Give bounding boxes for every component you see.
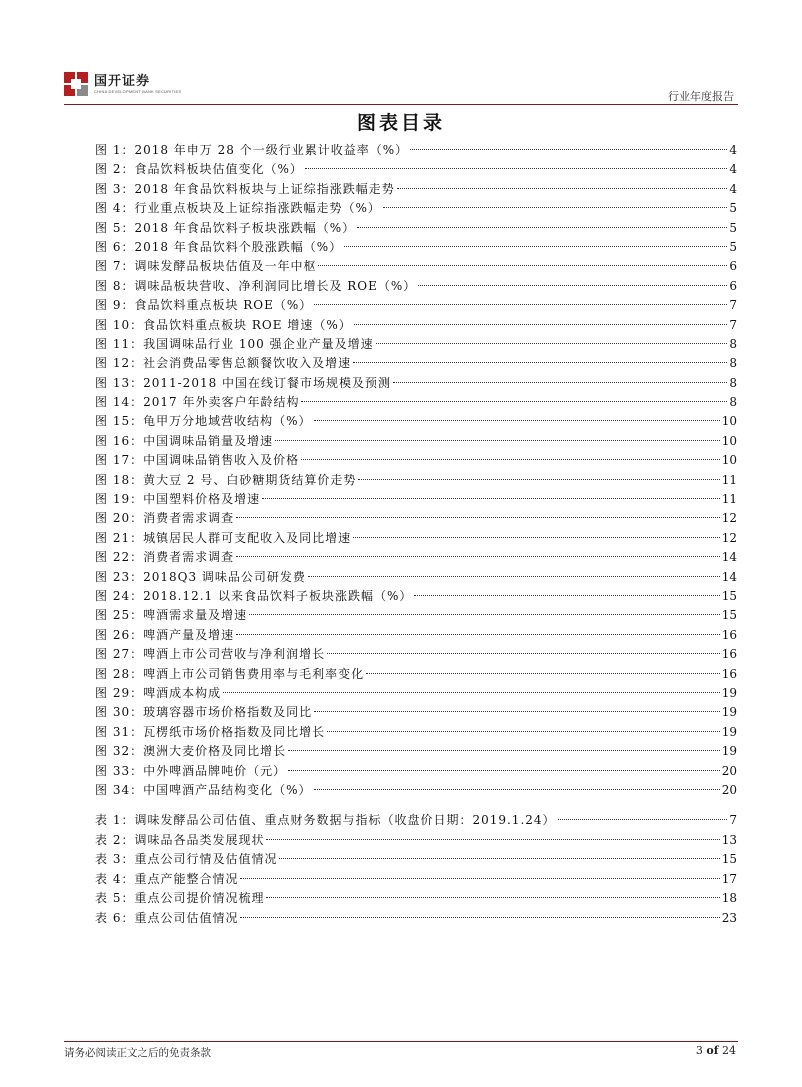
figure-entry[interactable] (95, 703, 737, 722)
figure-entry-page: 19 (721, 744, 737, 759)
figure-entry-page: 8 (729, 336, 737, 351)
figure-entry[interactable] (95, 548, 737, 567)
page-title: 图表目录 (356, 112, 445, 134)
dot-leader (383, 207, 728, 208)
figure-entry-label: 图 3：2018 年食品饮料板块与上证综指涨跌幅走势 (95, 181, 395, 196)
figure-list (95, 141, 737, 800)
figure-entry-label: 图 15：龟甲万分地域营收结构（%） (95, 414, 312, 429)
dot-leader (393, 382, 727, 383)
figure-entry-label: 图 5：2018 年食品饮料子板块涨跌幅（%） (95, 220, 356, 235)
figure-entry[interactable] (95, 277, 737, 296)
dot-leader (266, 839, 719, 840)
dot-leader (353, 362, 727, 363)
figure-entry-label: 图 21：城镇居民人群可支配收入及同比增速 (95, 530, 352, 545)
figure-entry[interactable] (95, 762, 737, 781)
table-entry-label: 表 2：调味品各品类发展现状 (95, 832, 265, 847)
figure-entry-page: 15 (721, 588, 737, 603)
dot-leader (288, 750, 720, 751)
dot-leader (240, 878, 719, 879)
figure-entry[interactable] (95, 374, 737, 393)
dot-leader (314, 304, 727, 305)
table-entry-label: 表 6：重点公司估值情况 (95, 910, 239, 925)
figure-entry-label: 图 11：我国调味品行业 100 强企业产量及增速 (95, 336, 374, 351)
figure-entry-label: 图 1：2018 年申万 28 个一级行业累计收益率（%） (95, 143, 409, 157)
table-entry-page: 17 (721, 871, 737, 886)
figure-entry-label: 图 34：中国啤酒产品结构变化（%） (95, 782, 312, 797)
table-entry[interactable] (95, 850, 737, 870)
figure-entry-label: 图 17：中国调味品销售收入及价格 (95, 453, 300, 468)
figure-entry[interactable] (95, 568, 737, 587)
figure-entry[interactable] (95, 529, 737, 548)
logo-icon (64, 72, 88, 96)
figure-entry-page: 12 (721, 511, 737, 526)
table-entry-label: 表 1：调味发酵品公司估值、重点财务数据与指标（收盘价日期：2019.1.24） (95, 813, 556, 827)
figure-entry-page: 11 (721, 492, 737, 507)
figure-entry-page: 6 (729, 259, 737, 274)
figure-entry-label: 图 28：啤酒上市公司销售费用率与毛利率变化 (95, 666, 365, 681)
figure-entry-label: 图 22：消费者需求调查 (95, 550, 235, 565)
figure-entry-page: 6 (729, 278, 737, 293)
table-entry[interactable] (95, 831, 737, 851)
table-entry[interactable] (95, 889, 737, 909)
page-number (696, 1044, 736, 1057)
table-entry-page: 18 (721, 891, 737, 905)
figure-entry[interactable] (95, 471, 737, 490)
dot-leader (279, 858, 719, 859)
figure-entry[interactable] (95, 257, 737, 276)
figure-entry-label: 图 29：啤酒成本构成 (95, 685, 222, 700)
table-entry[interactable] (95, 909, 737, 929)
figure-entry-page: 14 (721, 569, 737, 584)
figure-entry[interactable] (95, 412, 737, 431)
figure-entry-page: 16 (721, 627, 737, 642)
dot-leader (236, 556, 720, 557)
dot-leader (327, 653, 720, 654)
figure-entry-page: 20 (721, 763, 737, 778)
dot-leader (357, 227, 727, 228)
header-divider (64, 104, 738, 105)
page-header (64, 72, 738, 106)
figure-entry-label: 图 32：澳洲大麦价格及同比增长 (95, 744, 287, 759)
figure-entry-label: 图 7：调味发酵品板块估值及一年中枢 (95, 259, 317, 274)
figure-entry[interactable] (95, 742, 737, 761)
figure-entry[interactable] (95, 587, 737, 606)
figure-entry-label: 图 10：食品饮料重点板块 ROE 增速（%） (95, 317, 352, 332)
figure-entry-page: 4 (729, 181, 737, 196)
dot-leader (418, 285, 727, 286)
table-entry[interactable] (95, 870, 737, 890)
figure-entry-label: 图 25：啤酒需求量及增速 (95, 608, 248, 623)
dot-leader (223, 692, 720, 693)
figure-entry-label: 图 31：瓦楞纸市场价格指数及同比增长 (95, 724, 326, 739)
figure-entry[interactable] (95, 335, 737, 354)
figure-entry-page: 11 (721, 472, 737, 487)
figure-entry-label: 图 12：社会消费品零售总额餐饮收入及增速 (95, 356, 352, 371)
figure-entry-page: 4 (729, 143, 737, 157)
logo-text: 国开证券 (94, 73, 151, 89)
figure-entry-page: 19 (721, 724, 737, 739)
table-entry-page: 7 (729, 813, 737, 827)
figure-entry[interactable] (95, 490, 737, 509)
dot-leader (308, 576, 720, 577)
figure-entry-label: 图 19：中国塑料价格及增速 (95, 492, 261, 507)
figure-entry[interactable] (95, 316, 737, 335)
figure-entry-label: 图 8：调味品板块营收、净利润同比增长及 ROE（%） (95, 278, 417, 293)
dot-leader (358, 479, 719, 480)
dot-leader (353, 537, 720, 538)
figure-entry[interactable] (95, 393, 737, 412)
figure-entry-label: 图 2：食品饮料板块估值变化（%） (95, 162, 303, 177)
figure-entry-page: 8 (729, 395, 737, 410)
dot-leader (314, 789, 720, 790)
figure-entry-page: 5 (729, 239, 737, 254)
figure-entry-label: 图 26：啤酒产量及增速 (95, 627, 235, 642)
figure-entry-label: 图 30：玻璃容器市场价格指数及同比 (95, 705, 313, 720)
figure-entry[interactable] (95, 141, 737, 160)
figure-entry-label: 图 18：黄大豆 2 号、白砂糖期货结算价走势 (95, 472, 357, 487)
figure-entry-label: 图 33：中外啤酒品牌吨价（元） (95, 763, 287, 778)
figure-entry[interactable] (95, 606, 737, 625)
figure-entry-page: 10 (721, 433, 737, 448)
dot-leader (301, 401, 727, 402)
table-entry-page: 23 (721, 910, 737, 925)
figure-entry[interactable] (95, 723, 737, 742)
dot-leader (410, 149, 727, 150)
table-entry-label: 表 5：重点公司提价情况梳理 (95, 891, 265, 905)
figure-entry[interactable] (95, 645, 737, 664)
figure-entry[interactable] (95, 665, 737, 684)
page-current: 3 (695, 1044, 703, 1057)
table-entry-label: 表 4：重点产能整合情况 (95, 871, 239, 886)
table-entry[interactable] (95, 811, 737, 831)
figure-entry-label: 图 9：食品饮料重点板块 ROE（%） (95, 298, 313, 313)
figure-entry-page: 20 (721, 782, 737, 797)
figure-entry-page: 10 (721, 414, 737, 429)
figure-entry-page: 10 (721, 453, 737, 468)
figure-entry[interactable] (95, 238, 737, 257)
figure-entry-label: 图 16：中国调味品销量及增速 (95, 433, 274, 448)
dot-leader (397, 188, 728, 189)
dot-leader (318, 265, 727, 266)
figure-entry-page: 16 (721, 666, 737, 681)
figure-entry-page: 12 (721, 530, 737, 545)
figure-entry[interactable] (95, 199, 737, 218)
page-total: 24 (722, 1044, 736, 1057)
table-list (95, 811, 737, 928)
figure-entry-page: 19 (721, 685, 737, 700)
logo-subtext: CHINA DEVELOPMENT BANK SECURITIES (94, 88, 182, 94)
figure-entry[interactable] (95, 160, 737, 179)
dot-leader (262, 498, 720, 499)
figure-entry-page: 5 (729, 201, 737, 216)
figure-entry[interactable] (95, 626, 737, 645)
dot-leader (314, 711, 720, 712)
dot-leader (266, 897, 719, 898)
figure-entry-page: 14 (721, 550, 737, 565)
dot-leader (301, 459, 720, 460)
figure-entry[interactable] (95, 354, 737, 373)
figure-entry-label: 图 4：行业重点板块及上证综指涨跌幅走势（%） (95, 201, 381, 216)
figure-entry-page: 5 (729, 220, 737, 235)
figure-entry[interactable] (95, 432, 737, 451)
figure-entry-page: 8 (729, 356, 737, 371)
figure-entry-page: 19 (721, 705, 737, 720)
table-entry-label: 表 3：重点公司行情及估值情况 (95, 852, 278, 866)
table-entry-page: 13 (721, 832, 737, 847)
figure-entry[interactable] (95, 451, 737, 470)
dot-leader (327, 731, 720, 732)
figure-entry-page: 16 (721, 647, 737, 662)
figure-entry-page: 15 (721, 608, 737, 623)
dot-leader (314, 420, 720, 421)
figure-entry-page: 8 (729, 375, 737, 390)
dot-leader (236, 517, 720, 518)
figure-entry[interactable] (95, 781, 737, 800)
figure-entry[interactable] (95, 509, 737, 528)
page-of: of (706, 1044, 719, 1057)
figure-entry-label: 图 20：消费者需求调查 (95, 511, 235, 526)
figure-entry-label: 图 13：2011-2018 中国在线订餐市场规模及预测 (95, 375, 392, 390)
footer-divider (64, 1041, 738, 1042)
figure-entry-page: 7 (729, 317, 737, 332)
report-type: 行业年度报告 (668, 90, 734, 103)
footer-disclaimer: 请务必阅读正文之后的免责条款 (64, 1047, 211, 1059)
dot-leader (376, 343, 728, 344)
figure-entry-label: 图 27：啤酒上市公司营收与净利润增长 (95, 647, 326, 662)
figure-entry[interactable] (95, 180, 737, 199)
dot-leader (288, 770, 720, 771)
figure-entry[interactable] (95, 219, 737, 238)
figure-entry[interactable] (95, 296, 737, 315)
dot-leader (414, 595, 719, 596)
dot-leader (558, 819, 728, 820)
table-entry-page: 15 (721, 852, 737, 866)
figure-entry-page: 7 (729, 298, 737, 313)
figure-entry-page: 4 (729, 162, 737, 177)
figure-entry[interactable] (95, 684, 737, 703)
dot-leader (236, 634, 720, 635)
figure-entry-label: 图 23：2018Q3 调味品公司研发费 (95, 569, 306, 584)
dot-leader (275, 440, 720, 441)
dot-leader (344, 246, 727, 247)
figure-entry-label: 图 24：2018.12.1 以来食品饮料子板块涨跌幅（%） (95, 588, 413, 603)
dot-leader (354, 324, 728, 325)
dot-leader (305, 168, 728, 169)
figure-entry-label: 图 14：2017 年外卖客户年龄结构 (95, 395, 300, 410)
company-logo (64, 72, 181, 96)
dot-leader (240, 917, 719, 918)
dot-leader (366, 673, 720, 674)
dot-leader (249, 614, 720, 615)
figure-entry-label: 图 6：2018 年食品饮料个股涨跌幅（%） (95, 239, 343, 254)
